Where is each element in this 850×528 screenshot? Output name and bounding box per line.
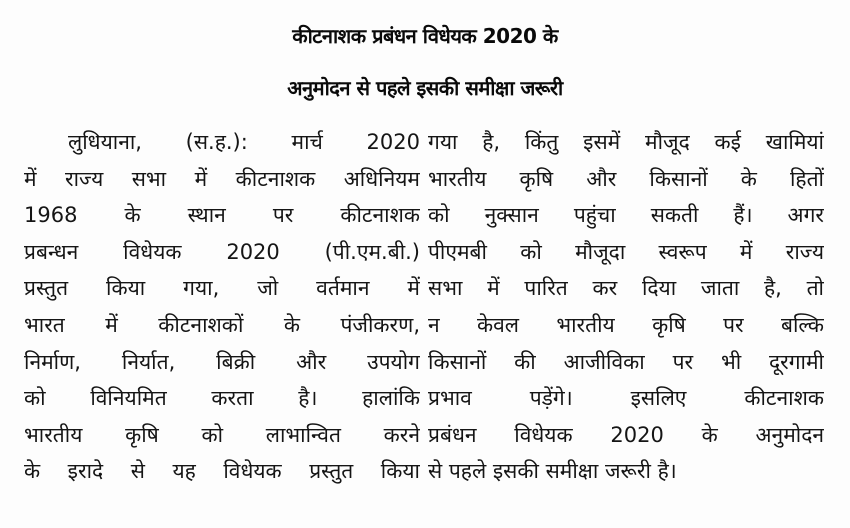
- article-line: को विनियमित करता है। हालांकि: [24, 386, 420, 411]
- article-line: भारतीय कृषि और किसानों के हितों: [428, 166, 824, 191]
- article-line: निर्माण, निर्यात, बिक्री और उपयोग: [24, 349, 420, 374]
- article-line: 1968 के स्थान पर कीटनाशक: [24, 203, 420, 228]
- article-column-right: [428, 124, 824, 490]
- headline-line-1: कीटनाशक प्रबंधन विधेयक 2020 के: [292, 24, 558, 48]
- article-line: प्रस्तुत किया गया, जो वर्तमान में: [24, 276, 420, 301]
- article-line: न केवल भारतीय कृषि पर बल्कि: [428, 312, 824, 337]
- article-line: भारतीय कृषि को लाभान्वित करने: [24, 422, 420, 447]
- article-line: प्रभाव पड़ेंगे। इसलिए कीटनाशक: [428, 386, 824, 411]
- article-line: में राज्य सभा में कीटनाशक अधिनियम: [24, 166, 420, 191]
- article-line: से पहले इसकी समीक्षा जरूरी है।: [428, 459, 677, 484]
- article-line: पीएमबी को मौजूदा स्वरूप में राज्य: [428, 239, 824, 264]
- article-line: के इरादे से यह विधेयक प्रस्तुत किया: [24, 459, 420, 484]
- headline-line-2: अनुमोदन से पहले इसकी समीक्षा जरूरी: [287, 76, 563, 100]
- article-line: सभा में पारित कर दिया जाता है, तो: [428, 276, 824, 301]
- article-line: को नुक्सान पहुंचा सकती हैं। अगर: [428, 203, 824, 228]
- article-line: किसानों की आजीविका पर भी दूरगामी: [428, 349, 824, 374]
- article-line: लुधियाना, (स.ह.): मार्च 2020: [68, 130, 420, 154]
- article-line: गया है, किंतु इसमें मौजूद कई खामियां: [428, 130, 824, 154]
- article-line: भारत में कीटनाशकों के पंजीकरण,: [24, 312, 420, 337]
- headline: [0, 10, 850, 114]
- article-line: प्रबंधन विधेयक 2020 के अनुमोदन: [428, 422, 824, 447]
- article-column-left: [24, 124, 420, 490]
- article-line: प्रबन्धन विधेयक 2020 (पी.एम.बी.): [24, 239, 420, 264]
